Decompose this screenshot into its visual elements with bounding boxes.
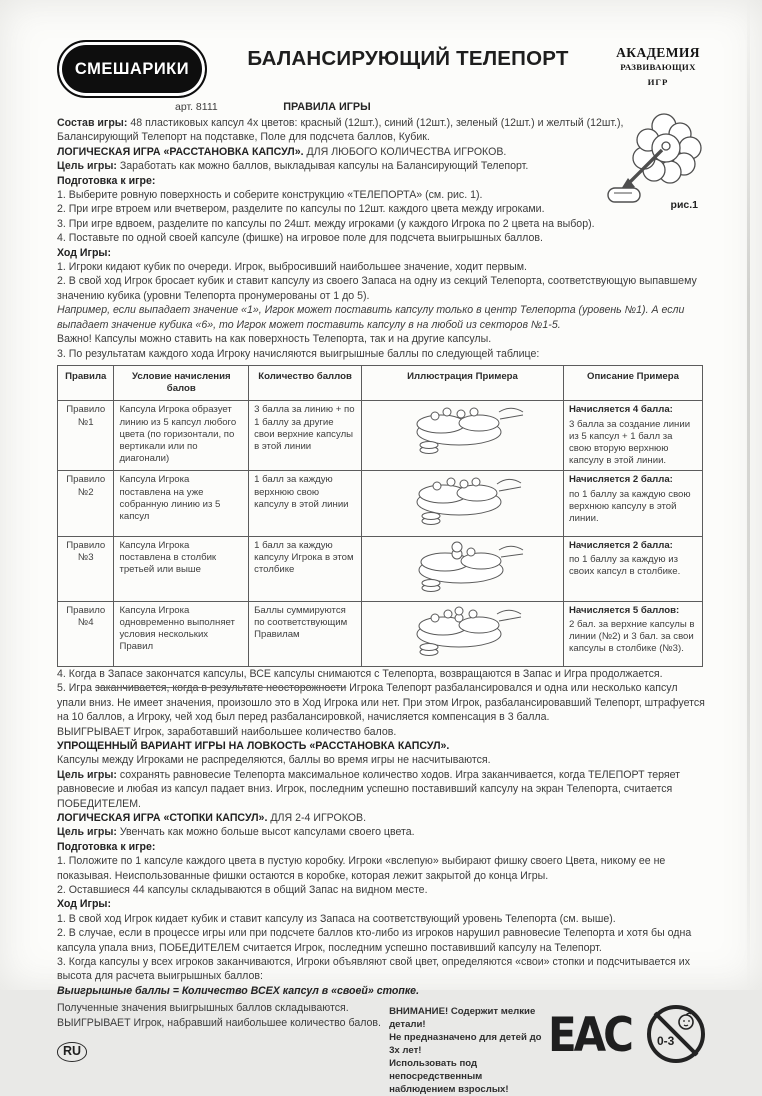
game1-example: Например, если выпадает значение «1», Игрок может поставить капсулу только в центр Телепорта (уровень №1). А если выпадает значение кубика «6», то Игрок может поставить капсулу в на любой из секторов №1-5. bbox=[57, 304, 685, 331]
rule-description bbox=[563, 471, 702, 536]
rule-name: Правило №3 bbox=[58, 536, 114, 601]
simple-variant-title: УПРОЩЕННЫЙ ВАРИАНТ ИГРЫ НА ЛОВКОСТЬ «РАССТАНОВКА КАПСУЛ». bbox=[57, 739, 450, 752]
table-header-row bbox=[58, 365, 703, 400]
rule-description-text: 2 бал. за верхние капсулы в линии (№2) и 3 бал. за свои капсулы в столбике (№3). bbox=[568, 618, 695, 655]
rule-description bbox=[563, 401, 702, 471]
footer-left bbox=[57, 1001, 389, 1096]
warning-line: Использовать под непосредственным bbox=[389, 1058, 483, 1083]
game1-title-line bbox=[57, 145, 605, 159]
game1-prep-item: 3. При игре вдвоем, разделите по капсулы по 24шт. между игроками (у каждого Игрока по 2 цвета на выбор). bbox=[57, 217, 595, 230]
game1-audience: ДЛЯ ЛЮБОГО КОЛИЧЕСТВА ИГРОКОВ. bbox=[306, 145, 507, 158]
publisher-logo bbox=[609, 40, 707, 89]
eac-mark-icon: EAC bbox=[547, 1007, 631, 1063]
game1-turn-item: 1. Игроки кидают кубик по очереди. Игрок, выбросивший наибольшее значение, ходит первым. bbox=[57, 261, 527, 274]
page-content bbox=[57, 40, 707, 1096]
game1-winner: ВЫИГРЫВАЕТ Игрок, заработавший наибольшее количество балов. bbox=[57, 725, 397, 738]
rule-name: Правило №1 bbox=[58, 401, 114, 471]
column-header: Правила bbox=[58, 365, 114, 400]
article-number: арт. 8111 bbox=[175, 101, 218, 113]
game2-winner: ВЫИГРЫВАЕТ Игрок, набравший наибольшее количество балов. bbox=[57, 1016, 381, 1029]
game2-prep-item: 2. Оставшиеся 44 капсулы складываются в общий Запас на видном месте. bbox=[57, 884, 428, 897]
header bbox=[57, 40, 707, 98]
age-restriction-0-3-icon bbox=[645, 1003, 707, 1069]
warning-line: Не предназначено для детей до 3х лет! bbox=[389, 1032, 542, 1057]
rule-condition: Капсула Игрока поставлена в столбик третьей или выше bbox=[114, 536, 249, 601]
certification-marks bbox=[548, 1001, 707, 1096]
table-row bbox=[58, 536, 703, 601]
rule-description-title: Начисляется 5 баллов: bbox=[568, 604, 680, 616]
game2-turn-item: 3. Когда капсулы у всех игроков заканчиваются, Игроки объявляют свой цвет, определяются «свои» стопки и подсчитывается их высота для расчета выигрышных баллов: bbox=[57, 956, 691, 983]
rule-name: Правило №2 bbox=[58, 471, 114, 536]
rule-illustration-icon bbox=[362, 401, 564, 471]
rule-illustration-icon bbox=[362, 536, 564, 601]
rule-points: 3 балла за линию + по 1 баллу за другие свои верхние капсулы в этой линии bbox=[249, 401, 362, 471]
game2-prep-item: 1. Положите по 1 капсуле каждого цвета в пустую коробку. Игроки «вслепую» выбирают фишку своего Цвета, никому ее не показывая. Неиспользованные фишки остаются в коробке, которая лежит закрытой до конца Игры. bbox=[57, 855, 666, 882]
smeshariki-logo-text: СМЕШАРИКИ bbox=[74, 59, 190, 78]
game1-prep-item: 4. Поставьте по одной своей капсуле (фишке) на игровое поле для подсчета выигрышных баллов. bbox=[57, 232, 543, 245]
game2-goal-label: Цель игры: bbox=[57, 826, 117, 839]
rule-description bbox=[563, 536, 702, 601]
column-header: Количество баллов bbox=[249, 365, 362, 400]
svg-text:0-3: 0-3 bbox=[657, 1034, 675, 1049]
simple-variant-goal bbox=[57, 768, 707, 811]
game1-point4: 4. Когда в Запасе закончатся капсулы, ВСЕ капсулы снимаются с Телепорта, возвращаются в Запас и Игра продолжается. bbox=[57, 667, 663, 680]
rule-description-title: Начисляется 2 балла: bbox=[568, 474, 673, 486]
game2-prep-label: Подготовка к игре: bbox=[57, 840, 156, 853]
simple-variant-intro: Капсулы между Игроками не распределяются, баллы во время игры не насчитываются. bbox=[57, 754, 491, 767]
rule-description-text: 3 балла за создание линии из 5 капсул + 1 балл за свою вторую верхнюю капсулу в этой линии. bbox=[568, 418, 691, 467]
table-row bbox=[58, 471, 703, 536]
game1-point5-rest: Игрока Телепорт разбалансировался и одна или несколько капсул упали вниз. Не имеет значения, произошло это в Ход Игрока или нет. При этом Игрок, разбалансировавший Телепорт, штрафуется на 10 баллов, а Игроку, чей ход был перед разбалансировкой, начисляется компенсация в 3 балла. bbox=[57, 682, 705, 724]
table-row bbox=[58, 401, 703, 471]
rule-illustration-icon bbox=[362, 601, 564, 666]
game2-sum-note: Полученные значения выигрышных баллов складываются. bbox=[57, 1002, 349, 1015]
game1-important: Важно! Капсулы можно ставить на как поверхность Телепорта, так и на другие капсулы. bbox=[57, 333, 492, 346]
ru-country-mark: RU bbox=[57, 1042, 87, 1061]
composition-label: Состав игры: bbox=[57, 117, 128, 129]
game2-goal-text: Увенчать как можно больше высот капсулами своего цвета. bbox=[119, 826, 415, 839]
figure-1 bbox=[600, 108, 712, 213]
rule-condition: Капсула Игрока одновременно выполняет условия нескольких Правил bbox=[114, 601, 249, 666]
game1-prep-label: Подготовка к игре: bbox=[57, 174, 156, 187]
game1-prep-item: 2. При игре втроем или вчетвером, разделите по капсулы по 12шт. каждого цвета между игроками. bbox=[57, 203, 545, 216]
game1-title: ЛОГИЧЕСКАЯ ИГРА «РАССТАНОВКА КАПСУЛ». bbox=[57, 145, 304, 158]
game1-point5-struck: заканчивается, когда в результате неосторожности bbox=[94, 682, 347, 695]
rule-points: 1 балл за каждую верхнюю свою капсулу в этой линии bbox=[249, 471, 362, 536]
column-header: Условие начисления балов bbox=[114, 365, 249, 400]
composition-text: 48 пластиковых капсул 4х цветов: красный (12шт.), синий (12шт.), зеленый (12шт.) и желтый (12шт.), Балансирующий Телепорт на подставке, Поле для подсчета баллов, Кубик. bbox=[57, 117, 624, 144]
rule-name: Правило №4 bbox=[58, 601, 114, 666]
game2-title-line bbox=[57, 811, 707, 825]
simple-variant-goal-label: Цель игры: bbox=[57, 768, 117, 781]
page-title: БАЛАНСИРУЮЩИЙ ТЕЛЕПОРТ bbox=[247, 47, 569, 70]
scoring-table bbox=[57, 365, 703, 667]
game1-goal-text: Заработать как можно баллов, выкладывая капсулы на Балансирующий Телепорт. bbox=[119, 160, 529, 173]
game1-goal-label: Цель игры: bbox=[57, 160, 117, 173]
rule-points: 1 балл за каждую капсулу Игрока в этом столбике bbox=[249, 536, 362, 601]
warning-line: наблюдением взрослых! bbox=[389, 1084, 509, 1096]
simple-variant-goal-text: сохранять равновесие Телепорта максимальное количество ходов. Игра заканчивается, когда ТЕЛЕПОРТ теряет равновесие и любая из капсул падает вниз. Игрок, последним успешно поставивший капсулу на экран Телепорта, считается ПОБЕДИТЕЛЕМ. bbox=[57, 768, 681, 810]
footer bbox=[57, 1001, 707, 1096]
game1-table-intro: 3. По результатам каждого хода Игроку начисляются выигрышные баллы по следующей таблице: bbox=[57, 347, 540, 360]
rule-description-title: Начисляется 4 балла: bbox=[568, 404, 673, 416]
game1-turn-label: Ход Игры: bbox=[57, 246, 111, 259]
game2-title: ЛОГИЧЕСКАЯ ИГРА «СТОПКИ КАПСУЛ». bbox=[57, 812, 268, 824]
game2-turn-label: Ход Игры: bbox=[57, 898, 111, 911]
publisher-line2: РАЗВИВАЮЩИХ bbox=[620, 62, 696, 73]
rule-condition: Капсула Игрока поставлена на уже собранную линию из 5 капсул bbox=[114, 471, 249, 536]
game2-formula: Выигрышные баллы = Количество ВСЕХ капсул в «своей» стопке. bbox=[57, 984, 420, 997]
publisher-line3: ИГР bbox=[647, 76, 669, 87]
rules-subtitle: ПРАВИЛА ИГРЫ bbox=[283, 101, 371, 113]
game2-goal bbox=[57, 825, 707, 839]
rule-description-title: Начисляется 2 балла: bbox=[568, 539, 673, 551]
smeshariki-logo bbox=[57, 40, 207, 98]
column-header: Иллюстрация Примера bbox=[362, 365, 564, 400]
game1-point5-pre: 5. Игра bbox=[57, 682, 95, 695]
publisher-line1: АКАДЕМИЯ bbox=[616, 45, 700, 60]
game2-turn-item: 1. В свой ход Игрок кидает кубик и ставит капсулу из Запаса на соответствующий уровень Телепорта (см. выше). bbox=[57, 912, 616, 925]
game2-audience: ДЛЯ 2-4 ИГРОКОВ. bbox=[270, 812, 367, 824]
game1-goal bbox=[57, 159, 605, 173]
rule-illustration-icon bbox=[362, 471, 564, 536]
warning-line: ВНИМАНИЕ! Содержит мелкие детали! bbox=[389, 1006, 536, 1031]
table-row bbox=[58, 601, 703, 666]
game1-turn-item: 2. В свой ход Игрок бросает кубик и ставит капсулу из своего Запаса на одну из секций Телепорта, соответствующую выпавшему значению кубика (уровни Телепорта пронумерованы от 1 до 5). bbox=[57, 275, 697, 302]
column-header: Описание Примера bbox=[563, 365, 702, 400]
rule-description-text: по 1 баллу за каждую из своих капсул в столбике. bbox=[568, 553, 681, 577]
warning-block bbox=[389, 1001, 548, 1096]
rule-description-text: по 1 баллу за каждую свою верхнюю капсулу в этой линии. bbox=[568, 488, 691, 524]
game1-prep-item: 1. Выберите ровную поверхность и соберите конструкцию «ТЕЛЕПОРТА» (см. рис. 1). bbox=[57, 189, 483, 202]
rule-points: Баллы суммируются по соответствующим Правилам bbox=[249, 601, 362, 666]
game2-turn-item: 2. В случае, если в процессе игры или при подсчете баллов кто-либо из игроков нарушил равновесие Телепорта и хотя бы одна капсула упала вниз, ПОБЕДИТЕЛЕМ считается Игрок, последним успешно поставивший капсулу на Телепорт. bbox=[57, 927, 692, 954]
game1-point5 bbox=[57, 681, 707, 724]
rule-condition: Капсула Игрока образует линию из 5 капсул любого цвета (по горизонтали, по вертикали или по диагонали) bbox=[114, 401, 249, 471]
figure-1-caption: рис.1 bbox=[670, 199, 698, 212]
rule-description bbox=[563, 601, 702, 666]
